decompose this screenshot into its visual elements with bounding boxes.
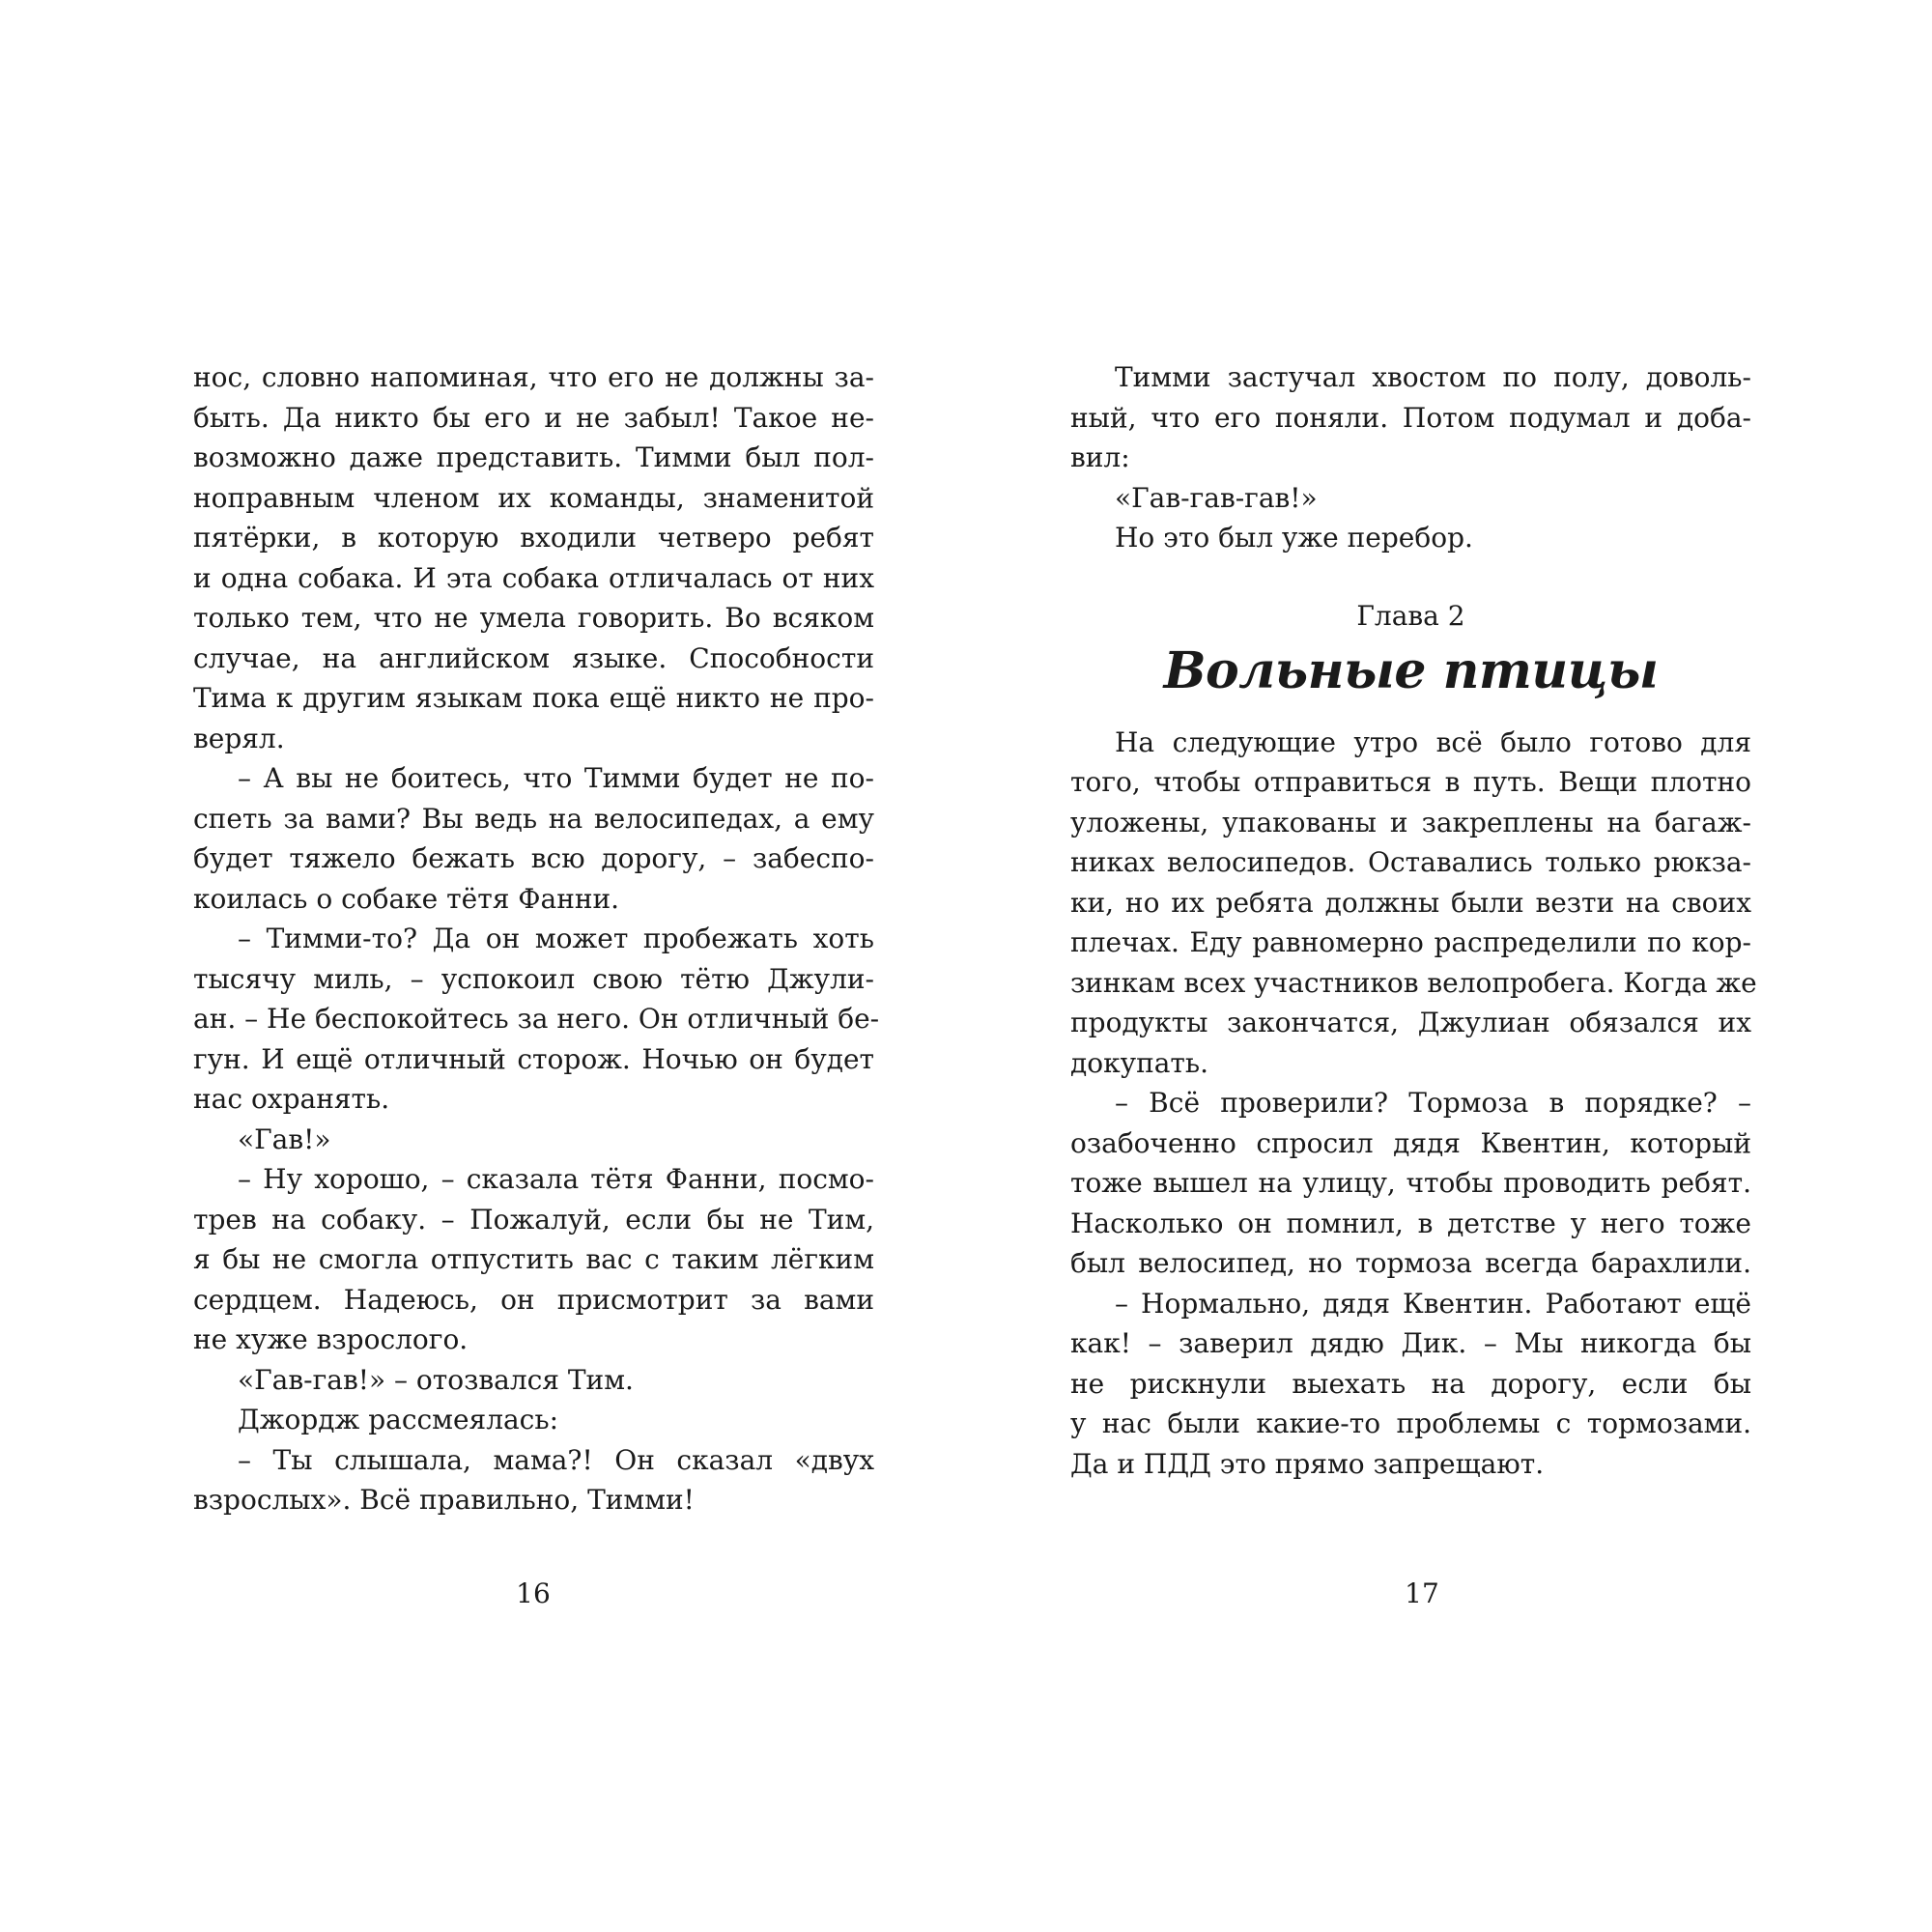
text-line: Но это был уже перебор.: [1115, 522, 1473, 554]
text-line: спеть за вами? Вы ведь на велосипедах, а ему: [193, 802, 874, 835]
left-page: [193, 357, 880, 1520]
right-page: [1070, 357, 1757, 1484]
text-line: случае, на английском языке. Способности: [193, 641, 874, 674]
text-line: Насколько он помнил, в детстве у него тоже: [1070, 1207, 1751, 1239]
text-line: никах велосипедов. Оставались только рюкза-: [1070, 846, 1751, 878]
text-line: – Нормально, дядя Квентин. Работают ещё: [1115, 1287, 1751, 1320]
text-line: верял.: [193, 722, 285, 754]
text-line: Тима к другим языкам пока ещё никто не про-: [193, 682, 874, 714]
text-line: гун. И ещё отличный сторож. Ночью он будет: [193, 1042, 874, 1075]
text-line: плечах. Еду равномерно распределили по кор-: [1070, 926, 1751, 958]
text-line: пятёрки, в которую входили четверо ребят: [193, 522, 874, 554]
text-line: нос, словно напоминая, что его не должны за-: [193, 361, 874, 393]
text-line: продукты закончатся, Джулиан обязался их: [1070, 1007, 1751, 1038]
text-line: у нас были какие-то проблемы с тормозами.: [1070, 1407, 1751, 1439]
text-line: ки, но их ребята должны были везти на своих: [1070, 886, 1751, 919]
chapter-title: Вольные птицы: [1163, 640, 1659, 700]
text-line: того, чтобы отправиться в путь. Вещи плотно: [1070, 766, 1751, 798]
text-line: не рискнули выехать на дорогу, если бы: [1070, 1367, 1751, 1400]
text-line: будет тяжело бежать всю дорогу, – забеспо-: [193, 842, 874, 874]
text-line: трев на собаку. – Пожалуй, если бы не Тим,: [193, 1203, 874, 1236]
text-line: коилась о собаке тётя Фанни.: [193, 882, 620, 915]
text-line: тоже вышел на улицу, чтобы проводить ребят.: [1070, 1167, 1751, 1199]
text-line: ноправным членом их команды, знаменитой: [193, 481, 874, 514]
text-line: вил:: [1070, 441, 1130, 473]
text-line: – Ты слышала, мама?! Он сказал «двух: [238, 1443, 874, 1476]
text-line: – А вы не боитесь, что Тимми будет не по-: [238, 762, 874, 794]
text-line: докупать.: [1070, 1046, 1209, 1079]
page-number-right: 17: [1405, 1577, 1439, 1609]
text-line: «Гав-гав-гав!»: [1115, 481, 1318, 514]
text-line: возможно даже представить. Тимми был пол-: [193, 441, 874, 473]
text-line: уложены, упакованы и закреплены на багаж-: [1070, 806, 1751, 838]
text-line: – Всё проверили? Тормоза в порядке? –: [1115, 1087, 1751, 1119]
page-number-left: 16: [516, 1577, 551, 1609]
text-line: быть. Да никто бы его и не забыл! Такое не-: [193, 401, 874, 434]
text-line: как! – заверил дядю Дик. – Мы никогда бы: [1070, 1327, 1751, 1359]
text-line: озабоченно спросил дядя Квентин, который: [1070, 1126, 1751, 1159]
text-line: «Гав!»: [238, 1122, 331, 1155]
text-line: – Тимми-то? Да он может пробежать хоть: [238, 923, 874, 954]
text-line: только тем, что не умела говорить. Во всяком: [193, 602, 874, 634]
text-line: Тимми застучал хвостом по полу, доволь-: [1115, 361, 1751, 393]
text-line: «Гав-гав!» – отозвался Тим.: [238, 1363, 634, 1396]
text-line: сердцем. Надеюсь, он присмотрит за вами: [193, 1283, 874, 1316]
text-line: и одна собака. И эта собака отличалась от них: [193, 561, 874, 594]
chapter-label: Глава 2: [1356, 599, 1465, 632]
text-line: нас охранять.: [193, 1083, 390, 1115]
text-line: Джордж рассмеялась:: [238, 1404, 559, 1435]
text-line: ан. – Не беспокойтесь за него. Он отличный бе-: [193, 1003, 880, 1035]
text-line: я бы не смогла отпустить вас с таким лёгким: [193, 1243, 874, 1275]
text-line: был велосипед, но тормоза всегда барахлили.: [1070, 1247, 1751, 1279]
text-line: не хуже взрослого.: [193, 1323, 469, 1355]
text-line: – Ну хорошо, – сказала тётя Фанни, посмо-: [238, 1163, 874, 1195]
text-line: ный, что его поняли. Потом подумал и доба-: [1070, 401, 1751, 434]
text-line: Да и ПДД это прямо запрещают.: [1070, 1447, 1545, 1480]
text-line: зинкам всех участников велопробега. Когда же: [1070, 966, 1757, 999]
text-line: На следующие утро всё было готово для: [1115, 725, 1751, 758]
text-line: взрослых». Всё правильно, Тимми!: [193, 1484, 695, 1516]
text-line: тысячу миль, – успокоил свою тётю Джули-: [193, 962, 874, 995]
